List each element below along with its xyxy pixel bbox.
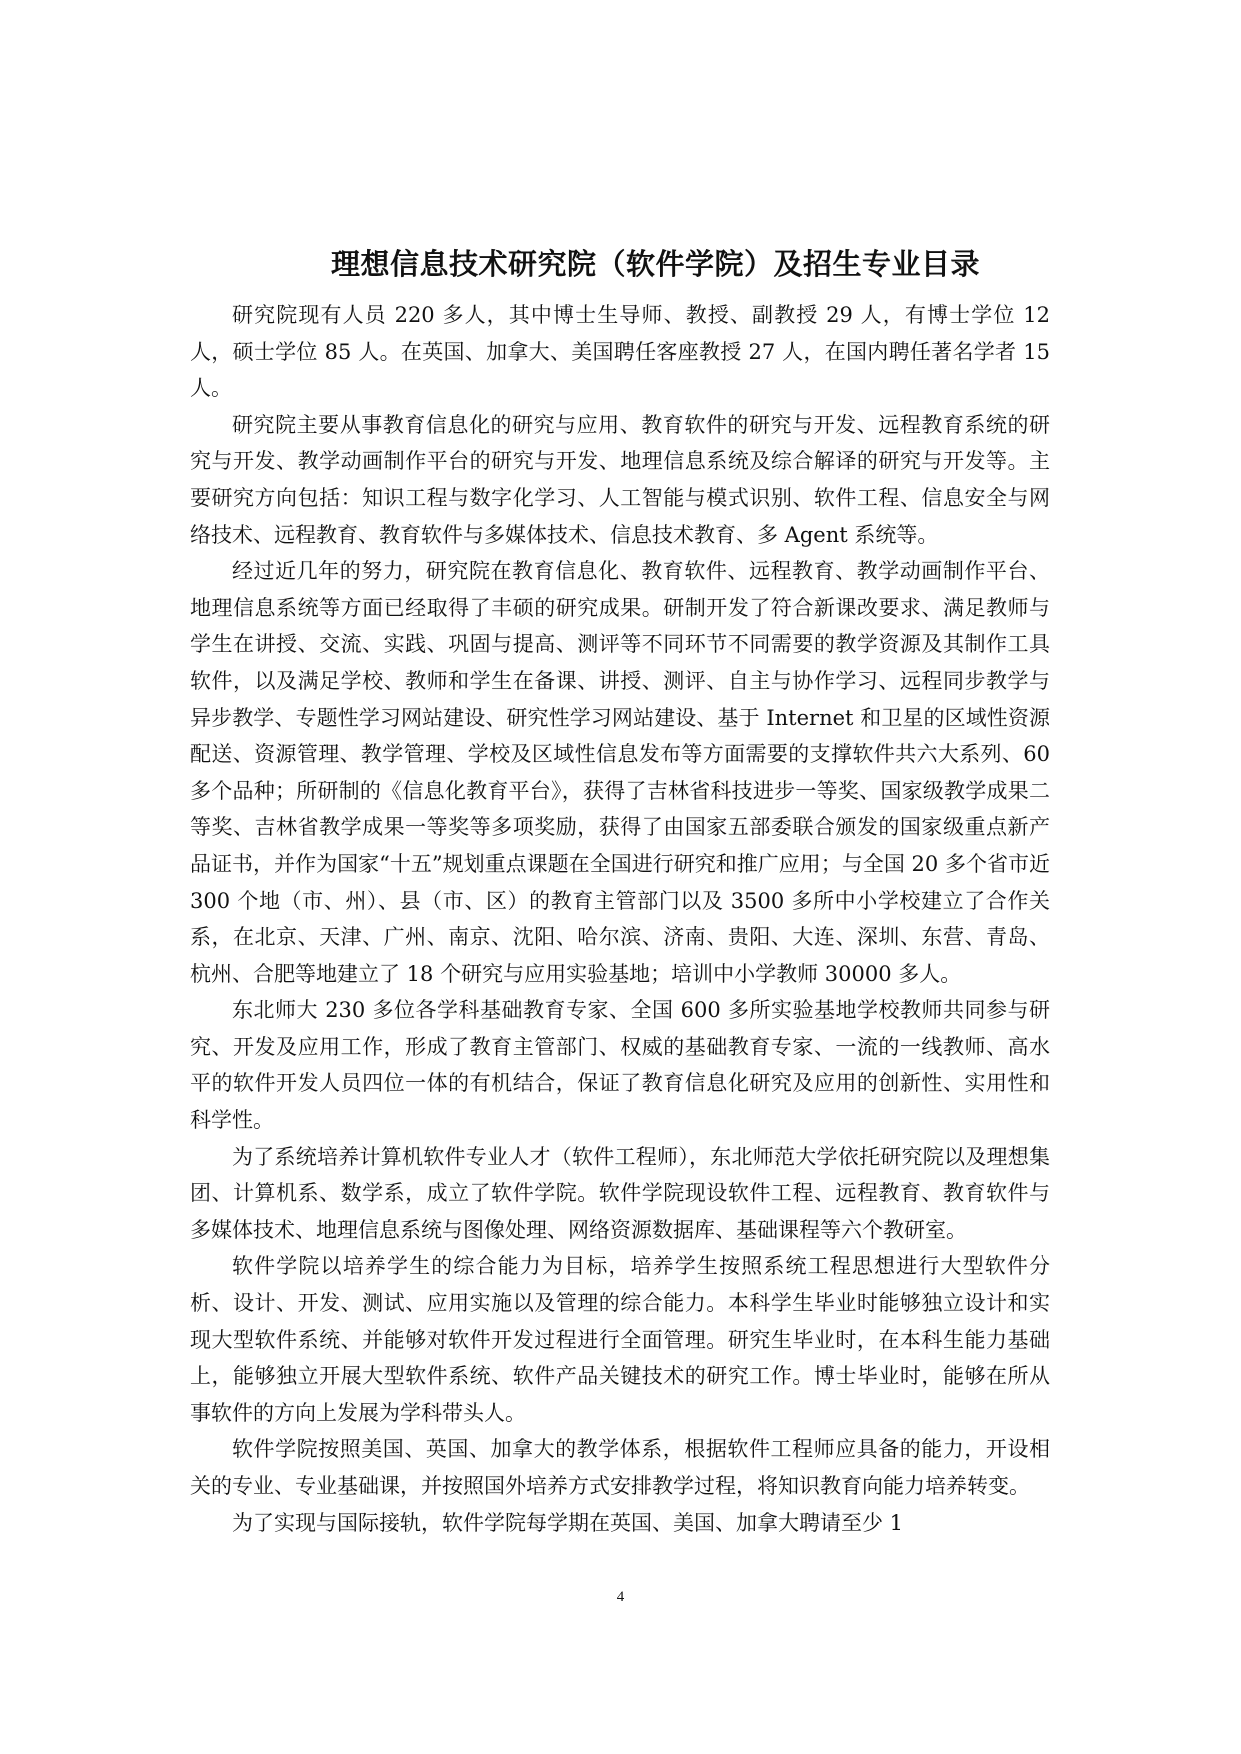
paragraph-training-goals: 软件学院以培养学生的综合能力为目标，培养学生按照系统工程思想进行大型软件分析、设计、开发、测试、应用实施以及管理的综合能力。本科学生毕业时能够独立设计和实现大型软件系统、并能够对软件开发过程进行全面管理。研究生毕业时，在本科生能力基础上，能够独立开展大型软件系统、软件产品关键技术的研究工作。博士毕业时，能够在所从事软件的方向上发展为学科带头人。	[190, 1254, 1050, 1425]
paragraph-achievements: 经过近几年的努力，研究院在教育信息化、教育软件、远程教育、教学动画制作平台、地理信息系统等方面已经取得了丰硕的研究成果。研制开发了符合新课改要求、满足教师与学生在讲授、交流、实践、巩固与提高、测评等不同环节不同需要的教学资源及其制作工具软件，以及满足学校、教师和学生在备课、讲授、测评、自主与协作学习、远程同步教学与异步教学、专题性学习网站建设、研究性学习网站建设、基于 Internet 和卫星的区域性资源配送、资源管理、教学管理、学校及区域性信息发布等方面需要的支撑软件共六大系列、60 多个品种；所研制的《信息化教育平台》，获得了吉林省科技进步一等奖、国家级教学成果二等奖、吉林省教学成果一等奖等多项奖励，获得了由国家五部委联合颁发的国家级重点新产品证书，并作为国家“十五”规划重点课题在全国进行研究和推广应用；与全国 20 多个省市近 300 个地（市、州）、县（市、区）的教育主管部门以及 3500 多所中小学校建立了合作关系，在北京、天津、广州、南京、沈阳、哈尔滨、济南、贵阳、大连、深圳、东营、青岛、杭州、合肥等地建立了 18 个研究与应用实验基地；培训中小学教师 30000 多人。	[190, 559, 1050, 986]
paragraph-software-school: 为了系统培养计算机软件专业人才（软件工程师），东北师范大学依托研究院以及理想集团、计算机系、数学系，成立了软件学院。软件学院现设软件工程、远程教育、教育软件与多媒体技术、地理信息系统与图像处理、网络资源数据库、基础课程等六个教研室。	[190, 1144, 1050, 1242]
document-title: 理想信息技术研究院（软件学院）及招生专业目录	[330, 247, 980, 281]
document-body	[190, 297, 1050, 1541]
paragraph-collaboration: 东北师大 230 多位各学科基础教育专家、全国 600 多所实验基地学校教师共同参与研究、开发及应用工作，形成了教育主管部门、权威的基础教育专家、一流的一线教师、高水平的软件开发人员四位一体的有机结合，保证了教育信息化研究及应用的创新性、实用性和科学性。	[190, 998, 1050, 1133]
paragraph-research-areas: 研究院主要从事教育信息化的研究与应用、教育软件的研究与开发、远程教育系统的研究与开发、教学动画制作平台的研究与开发、地理信息系统及综合解译的研究与开发等。主要研究方向包括：知识工程与数字化学习、人工智能与模式识别、软件工程、信息安全与网络技术、远程教育、教育软件与多媒体技术、信息技术教育、多 Agent 系统等。	[190, 412, 1050, 547]
page-number: 4	[616, 1589, 625, 1605]
paragraph-international: 为了实现与国际接轨，软件学院每学期在英国、美国、加拿大聘请至少 1	[232, 1510, 904, 1535]
paragraph-curriculum: 软件学院按照美国、英国、加拿大的教学体系，根据软件工程师应具备的能力，开设相关的专业、专业基础课，并按照国外培养方式安排教学过程，将知识教育向能力培养转变。	[190, 1437, 1050, 1498]
paragraph-staff: 研究院现有人员 220 多人，其中博士生导师、教授、副教授 29 人，有博士学位 12 人，硕士学位 85 人。在英国、加拿大、美国聘任客座教授 27 人，在国内聘任著名学者 15 人。	[190, 303, 1050, 401]
